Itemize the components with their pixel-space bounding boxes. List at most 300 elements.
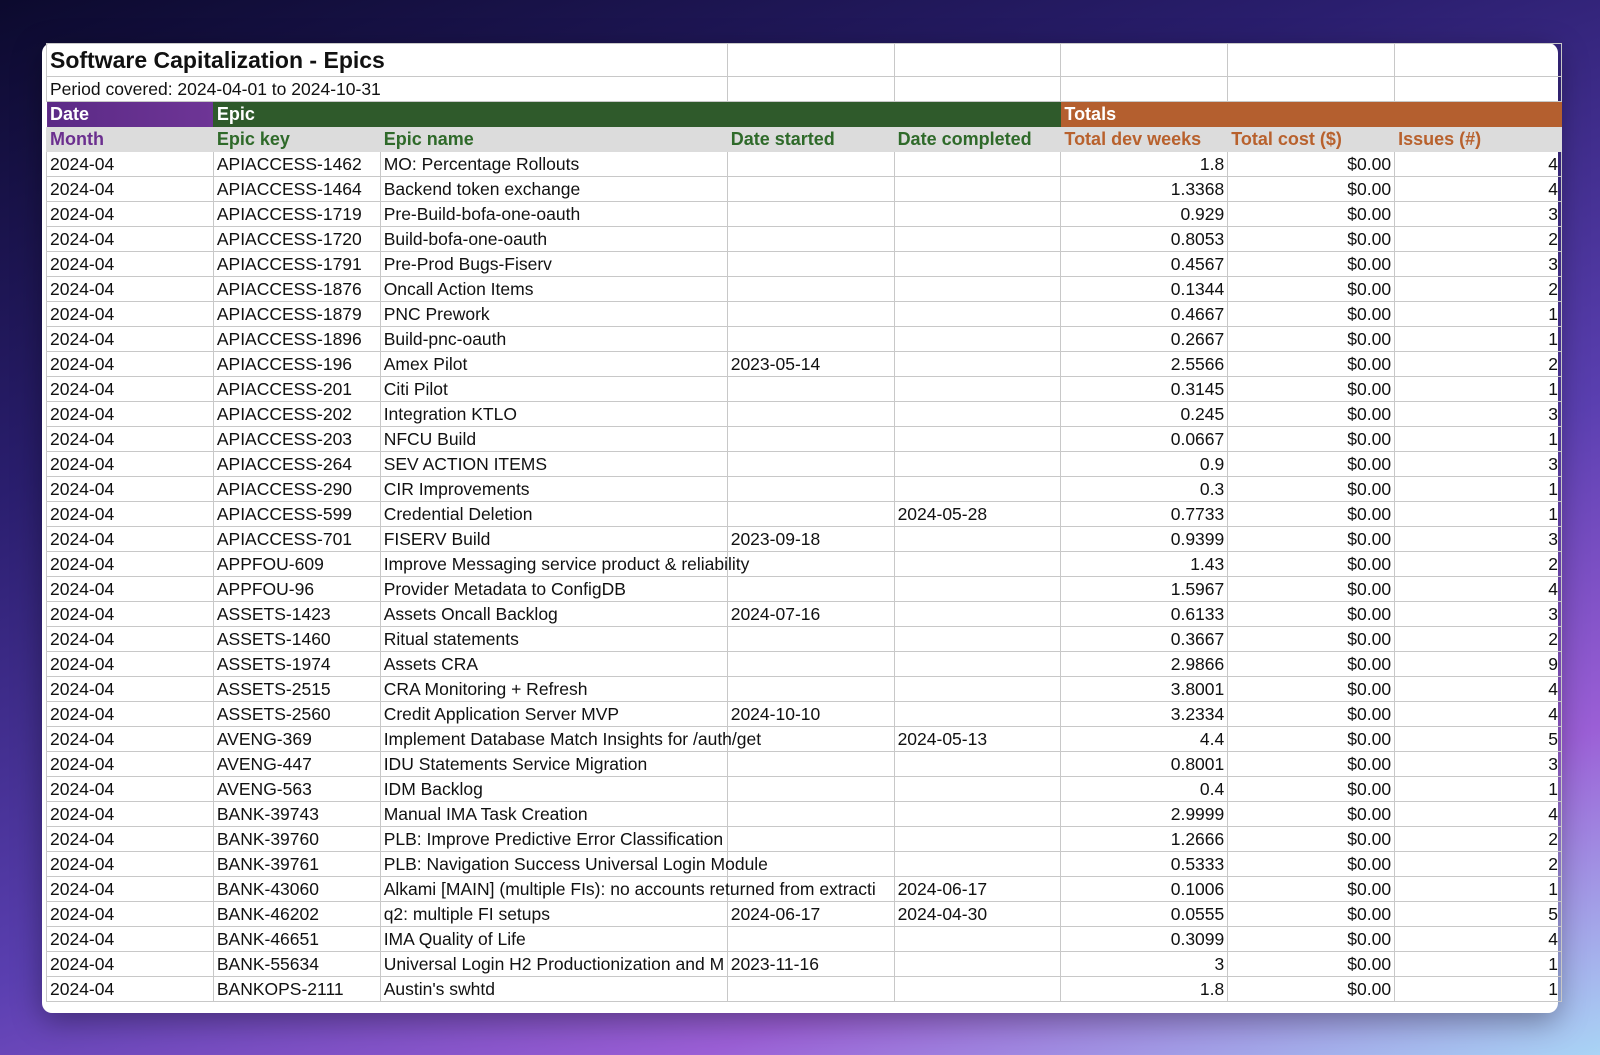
cell-issues[interactable]: 2 <box>1395 277 1562 302</box>
cell-date-started[interactable] <box>727 227 894 252</box>
cell-month[interactable]: 2024-04 <box>47 277 214 302</box>
cell-epic-key[interactable]: APIACCESS-701 <box>213 527 380 552</box>
cell-total-cost[interactable]: $0.00 <box>1228 827 1395 852</box>
cell-epic-key[interactable]: BANK-39743 <box>213 802 380 827</box>
cell-date-completed[interactable] <box>894 227 1061 252</box>
cell[interactable] <box>727 44 894 77</box>
cell-issues[interactable]: 5 <box>1395 902 1562 927</box>
header-epic-key[interactable]: Epic key <box>213 127 380 152</box>
cell-issues[interactable]: 1 <box>1395 777 1562 802</box>
cell-month[interactable]: 2024-04 <box>47 777 214 802</box>
cell-month[interactable]: 2024-04 <box>47 527 214 552</box>
cell-epic-name[interactable]: Austin's swhtd <box>380 977 727 1002</box>
cell-date-completed[interactable]: 2024-05-28 <box>894 502 1061 527</box>
cell-issues[interactable]: 1 <box>1395 302 1562 327</box>
cell-month[interactable]: 2024-04 <box>47 502 214 527</box>
header-epic-name[interactable]: Epic name <box>380 127 727 152</box>
cell-epic-name[interactable]: SEV ACTION ITEMS <box>380 452 727 477</box>
cell-date-started[interactable] <box>727 202 894 227</box>
cell-epic-name[interactable]: CIR Improvements <box>380 477 727 502</box>
cell-total-cost[interactable]: $0.00 <box>1228 577 1395 602</box>
cell-epic-name[interactable]: Ritual statements <box>380 627 727 652</box>
cell[interactable] <box>1228 44 1395 77</box>
cell-date-completed[interactable] <box>894 677 1061 702</box>
cell-issues[interactable]: 3 <box>1395 527 1562 552</box>
cell-total-dev-weeks[interactable]: 3.2334 <box>1061 702 1228 727</box>
cell-date-completed[interactable] <box>894 377 1061 402</box>
cell-epic-name[interactable]: Citi Pilot <box>380 377 727 402</box>
cell-month[interactable]: 2024-04 <box>47 827 214 852</box>
cell-issues[interactable]: 2 <box>1395 852 1562 877</box>
cell-issues[interactable]: 1 <box>1395 377 1562 402</box>
cell-month[interactable]: 2024-04 <box>47 702 214 727</box>
cell-date-completed[interactable] <box>894 402 1061 427</box>
cell-total-cost[interactable]: $0.00 <box>1228 752 1395 777</box>
cell-issues[interactable]: 1 <box>1395 327 1562 352</box>
cell-date-started[interactable]: 2024-10-10 <box>727 702 894 727</box>
cell-epic-name[interactable]: PLB: Navigation Success Universal Login Module <box>380 852 727 877</box>
cell-date-started[interactable] <box>727 377 894 402</box>
cell-epic-name[interactable]: Manual IMA Task Creation <box>380 802 727 827</box>
cell-epic-key[interactable]: APIACCESS-290 <box>213 477 380 502</box>
cell-date-completed[interactable] <box>894 852 1061 877</box>
cell-total-dev-weeks[interactable]: 0.8053 <box>1061 227 1228 252</box>
cell-date-completed[interactable] <box>894 827 1061 852</box>
table-row <box>47 627 1562 652</box>
cell-epic-name[interactable]: NFCU Build <box>380 427 727 452</box>
cell-epic-name[interactable]: Build-bofa-one-oauth <box>380 227 727 252</box>
cell-month[interactable]: 2024-04 <box>47 377 214 402</box>
header-issues[interactable]: Issues (#) <box>1395 127 1562 152</box>
cell-date-started[interactable]: 2023-09-18 <box>727 527 894 552</box>
cell-epic-name[interactable]: Provider Metadata to ConfigDB <box>380 577 727 602</box>
cell-epic-key[interactable]: APIACCESS-196 <box>213 352 380 377</box>
header-month[interactable]: Month <box>47 127 214 152</box>
section-date[interactable]: Date <box>47 102 214 127</box>
cell-issues[interactable]: 3 <box>1395 202 1562 227</box>
cell-date-started[interactable] <box>727 677 894 702</box>
cell-issues[interactable]: 2 <box>1395 827 1562 852</box>
cell-total-cost[interactable]: $0.00 <box>1228 502 1395 527</box>
cell-date-completed[interactable] <box>894 752 1061 777</box>
cell-epic-key[interactable]: APPFOU-96 <box>213 577 380 602</box>
cell-total-cost[interactable]: $0.00 <box>1228 427 1395 452</box>
cell-total-dev-weeks[interactable]: 2.9866 <box>1061 652 1228 677</box>
cell-epic-name[interactable]: Implement Database Match Insights for /auth/get <box>380 727 727 752</box>
cell-issues[interactable]: 5 <box>1395 727 1562 752</box>
cell-date-started[interactable]: 2023-11-16 <box>727 952 894 977</box>
cell[interactable] <box>894 77 1061 102</box>
cell-issues[interactable]: 4 <box>1395 677 1562 702</box>
cell-month[interactable]: 2024-04 <box>47 627 214 652</box>
cell-total-dev-weeks[interactable]: 1.5967 <box>1061 577 1228 602</box>
cell-month[interactable]: 2024-04 <box>47 802 214 827</box>
cell-epic-name[interactable]: Credential Deletion <box>380 502 727 527</box>
cell-total-dev-weeks[interactable]: 0.9 <box>1061 452 1228 477</box>
cell-total-dev-weeks[interactable]: 0.245 <box>1061 402 1228 427</box>
cell-month[interactable]: 2024-04 <box>47 452 214 477</box>
cell-total-cost[interactable]: $0.00 <box>1228 877 1395 902</box>
cell[interactable] <box>1228 77 1395 102</box>
cell-epic-name[interactable]: Build-pnc-oauth <box>380 327 727 352</box>
table-row <box>47 977 1562 1002</box>
cell[interactable] <box>1395 77 1562 102</box>
cell-date-started[interactable] <box>727 302 894 327</box>
cell-date-started[interactable] <box>727 827 894 852</box>
cell-epic-key[interactable]: BANK-39760 <box>213 827 380 852</box>
cell-issues[interactable]: 3 <box>1395 252 1562 277</box>
cell-epic-name[interactable]: Backend token exchange <box>380 177 727 202</box>
cell-total-cost[interactable]: $0.00 <box>1228 402 1395 427</box>
table-row <box>47 877 1562 902</box>
cell-date-started[interactable] <box>727 452 894 477</box>
cell-total-cost[interactable]: $0.00 <box>1228 152 1395 177</box>
cell-date-started[interactable]: 2024-07-16 <box>727 602 894 627</box>
cell-epic-name[interactable]: IDU Statements Service Migration <box>380 752 727 777</box>
cell-epic-name[interactable]: MO: Percentage Rollouts <box>380 152 727 177</box>
cell-date-started[interactable] <box>727 177 894 202</box>
cell-issues[interactable]: 1 <box>1395 977 1562 1002</box>
table-row <box>47 727 1562 752</box>
cell-total-dev-weeks[interactable]: 0.6133 <box>1061 602 1228 627</box>
cell-date-started[interactable] <box>727 977 894 1002</box>
cell-epic-name[interactable]: Credit Application Server MVP <box>380 702 727 727</box>
cell-date-completed[interactable] <box>894 602 1061 627</box>
cell-issues[interactable]: 3 <box>1395 452 1562 477</box>
header-date-started[interactable]: Date started <box>727 127 894 152</box>
cell-total-cost[interactable]: $0.00 <box>1228 777 1395 802</box>
cell-date-completed[interactable] <box>894 202 1061 227</box>
cell-total-cost[interactable]: $0.00 <box>1228 652 1395 677</box>
cell-issues[interactable]: 4 <box>1395 802 1562 827</box>
cell-epic-key[interactable]: BANK-39761 <box>213 852 380 877</box>
cell-total-dev-weeks[interactable]: 0.1006 <box>1061 877 1228 902</box>
cell-total-dev-weeks[interactable]: 2.9999 <box>1061 802 1228 827</box>
cell-epic-key[interactable]: APIACCESS-1879 <box>213 302 380 327</box>
cell-date-started[interactable] <box>727 277 894 302</box>
cell-date-started[interactable] <box>727 927 894 952</box>
cell-issues[interactable]: 4 <box>1395 577 1562 602</box>
cell-month[interactable]: 2024-04 <box>47 402 214 427</box>
cell-epic-key[interactable]: APIACCESS-1719 <box>213 202 380 227</box>
cell-date-started[interactable] <box>727 402 894 427</box>
cell-date-completed[interactable] <box>894 302 1061 327</box>
cell-epic-key[interactable]: BANK-46651 <box>213 927 380 952</box>
cell-total-dev-weeks[interactable]: 1.8 <box>1061 977 1228 1002</box>
cell-epic-name[interactable]: IDM Backlog <box>380 777 727 802</box>
cell-date-completed[interactable] <box>894 802 1061 827</box>
cell-total-dev-weeks[interactable]: 1.3368 <box>1061 177 1228 202</box>
cell-total-dev-weeks[interactable]: 0.3145 <box>1061 377 1228 402</box>
header-total-cost[interactable]: Total cost ($) <box>1228 127 1395 152</box>
cell-issues[interactable]: 3 <box>1395 602 1562 627</box>
cell-epic-key[interactable]: AVENG-563 <box>213 777 380 802</box>
cell-month[interactable]: 2024-04 <box>47 977 214 1002</box>
cell-total-dev-weeks[interactable]: 0.4 <box>1061 777 1228 802</box>
cell-month[interactable]: 2024-04 <box>47 902 214 927</box>
section-totals[interactable]: Totals <box>1061 102 1562 127</box>
cell-epic-key[interactable]: ASSETS-1974 <box>213 652 380 677</box>
cell-epic-key[interactable]: APIACCESS-1464 <box>213 177 380 202</box>
cell-total-cost[interactable]: $0.00 <box>1228 377 1395 402</box>
cell-total-cost[interactable]: $0.00 <box>1228 852 1395 877</box>
cell-date-started[interactable] <box>727 552 894 577</box>
cell-date-completed[interactable]: 2024-05-13 <box>894 727 1061 752</box>
table-row <box>47 602 1562 627</box>
table-row <box>47 577 1562 602</box>
cell[interactable] <box>727 77 894 102</box>
cell-total-cost[interactable]: $0.00 <box>1228 702 1395 727</box>
cell-epic-key[interactable]: APIACCESS-1896 <box>213 327 380 352</box>
cell-date-started[interactable] <box>727 752 894 777</box>
cell-epic-name[interactable]: Improve Messaging service product & reliability <box>380 552 727 577</box>
cell-issues[interactable]: 9 <box>1395 652 1562 677</box>
cell-epic-key[interactable]: APIACCESS-203 <box>213 427 380 452</box>
cell-month[interactable]: 2024-04 <box>47 352 214 377</box>
cell-total-cost[interactable]: $0.00 <box>1228 352 1395 377</box>
cell-total-cost[interactable]: $0.00 <box>1228 802 1395 827</box>
cell-issues[interactable]: 1 <box>1395 477 1562 502</box>
cell-total-cost[interactable]: $0.00 <box>1228 977 1395 1002</box>
cell-issues[interactable]: 3 <box>1395 752 1562 777</box>
cell[interactable] <box>1395 44 1562 77</box>
cell-epic-key[interactable]: ASSETS-1423 <box>213 602 380 627</box>
cell-issues[interactable]: 2 <box>1395 627 1562 652</box>
cell-total-dev-weeks[interactable]: 1.43 <box>1061 552 1228 577</box>
cell-epic-name[interactable]: Alkami [MAIN] (multiple FIs): no accounts returned from extracti <box>380 877 727 902</box>
cell-date-completed[interactable] <box>894 527 1061 552</box>
table-row <box>47 202 1562 227</box>
cell-epic-name[interactable]: CRA Monitoring + Refresh <box>380 677 727 702</box>
cell-issues[interactable]: 1 <box>1395 877 1562 902</box>
cell-month[interactable]: 2024-04 <box>47 477 214 502</box>
cell-total-cost[interactable]: $0.00 <box>1228 227 1395 252</box>
cell-month[interactable]: 2024-04 <box>47 877 214 902</box>
cell-total-cost[interactable]: $0.00 <box>1228 627 1395 652</box>
section-epic[interactable]: Epic <box>213 102 1061 127</box>
cell-epic-key[interactable]: ASSETS-2560 <box>213 702 380 727</box>
cell-total-dev-weeks[interactable]: 3.8001 <box>1061 677 1228 702</box>
cell-total-dev-weeks[interactable]: 0.5333 <box>1061 852 1228 877</box>
cell-total-dev-weeks[interactable]: 0.0555 <box>1061 902 1228 927</box>
cell-issues[interactable]: 2 <box>1395 552 1562 577</box>
cell-issues[interactable]: 2 <box>1395 352 1562 377</box>
cell-total-cost[interactable]: $0.00 <box>1228 677 1395 702</box>
cell-issues[interactable]: 1 <box>1395 427 1562 452</box>
cell-date-completed[interactable] <box>894 652 1061 677</box>
cell-total-dev-weeks[interactable]: 0.3667 <box>1061 627 1228 652</box>
cell-issues[interactable]: 2 <box>1395 227 1562 252</box>
cell-date-completed[interactable] <box>894 252 1061 277</box>
cell-total-dev-weeks[interactable]: 0.929 <box>1061 202 1228 227</box>
cell-month[interactable]: 2024-04 <box>47 927 214 952</box>
cell-total-cost[interactable]: $0.00 <box>1228 902 1395 927</box>
cell-date-completed[interactable] <box>894 152 1061 177</box>
cell-date-started[interactable] <box>727 627 894 652</box>
cell-epic-name[interactable]: Assets Oncall Backlog <box>380 602 727 627</box>
cell-total-cost[interactable]: $0.00 <box>1228 252 1395 277</box>
cell-epic-key[interactable]: APIACCESS-264 <box>213 452 380 477</box>
cell-issues[interactable]: 4 <box>1395 702 1562 727</box>
cell-date-completed[interactable]: 2024-06-17 <box>894 877 1061 902</box>
cell-month[interactable]: 2024-04 <box>47 152 214 177</box>
cell[interactable] <box>894 44 1061 77</box>
cell-date-completed[interactable] <box>894 777 1061 802</box>
cell-month[interactable]: 2024-04 <box>47 202 214 227</box>
cell-date-completed[interactable] <box>894 427 1061 452</box>
cell-month[interactable]: 2024-04 <box>47 727 214 752</box>
cell-month[interactable]: 2024-04 <box>47 577 214 602</box>
cell-month[interactable]: 2024-04 <box>47 227 214 252</box>
cell-date-started[interactable] <box>727 802 894 827</box>
cell-total-cost[interactable]: $0.00 <box>1228 952 1395 977</box>
cell-total-cost[interactable]: $0.00 <box>1228 277 1395 302</box>
cell-epic-key[interactable]: BANK-55634 <box>213 952 380 977</box>
cell-epic-name[interactable]: Integration KTLO <box>380 402 727 427</box>
cell-date-completed[interactable] <box>894 477 1061 502</box>
cell-epic-name[interactable]: q2: multiple FI setups <box>380 902 727 927</box>
cell-total-dev-weeks[interactable]: 4.4 <box>1061 727 1228 752</box>
cell-issues[interactable]: 1 <box>1395 952 1562 977</box>
cell-epic-name[interactable]: PLB: Improve Predictive Error Classification <box>380 827 727 852</box>
cell-total-cost[interactable]: $0.00 <box>1228 327 1395 352</box>
cell-date-completed[interactable]: 2024-04-30 <box>894 902 1061 927</box>
cell-total-dev-weeks[interactable]: 0.4667 <box>1061 302 1228 327</box>
cell-total-dev-weeks[interactable]: 0.0667 <box>1061 427 1228 452</box>
header-date-completed[interactable]: Date completed <box>894 127 1061 152</box>
cell-issues[interactable]: 1 <box>1395 502 1562 527</box>
cell-total-cost[interactable]: $0.00 <box>1228 927 1395 952</box>
cell-issues[interactable]: 3 <box>1395 402 1562 427</box>
cell-total-cost[interactable]: $0.00 <box>1228 552 1395 577</box>
cell-issues[interactable]: 4 <box>1395 152 1562 177</box>
cell-month[interactable]: 2024-04 <box>47 252 214 277</box>
cell-date-started[interactable] <box>727 327 894 352</box>
cell-date-completed[interactable] <box>894 177 1061 202</box>
cell-epic-key[interactable]: APPFOU-609 <box>213 552 380 577</box>
cell-epic-name[interactable]: Assets CRA <box>380 652 727 677</box>
cell-date-started[interactable] <box>727 777 894 802</box>
cell-date-completed[interactable] <box>894 927 1061 952</box>
cell-epic-name[interactable]: Pre-Prod Bugs-Fiserv <box>380 252 727 277</box>
cell-date-started[interactable]: 2024-06-17 <box>727 902 894 927</box>
cell-epic-key[interactable]: BANK-46202 <box>213 902 380 927</box>
cell-total-cost[interactable]: $0.00 <box>1228 302 1395 327</box>
cell-epic-name[interactable]: PNC Prework <box>380 302 727 327</box>
cell-total-dev-weeks[interactable]: 0.1344 <box>1061 277 1228 302</box>
cell-epic-key[interactable]: AVENG-447 <box>213 752 380 777</box>
cell-date-started[interactable] <box>727 427 894 452</box>
cell-total-cost[interactable]: $0.00 <box>1228 602 1395 627</box>
cell-date-started[interactable] <box>727 477 894 502</box>
cell-total-cost[interactable]: $0.00 <box>1228 177 1395 202</box>
cell-total-dev-weeks[interactable]: 1.8 <box>1061 152 1228 177</box>
cell-epic-key[interactable]: APIACCESS-1462 <box>213 152 380 177</box>
cell-total-cost[interactable]: $0.00 <box>1228 452 1395 477</box>
cell-total-dev-weeks[interactable]: 0.2667 <box>1061 327 1228 352</box>
cell-total-dev-weeks[interactable]: 0.4567 <box>1061 252 1228 277</box>
cell-total-cost[interactable]: $0.00 <box>1228 527 1395 552</box>
cell[interactable] <box>1061 77 1228 102</box>
cell-date-started[interactable] <box>727 577 894 602</box>
table-row <box>47 827 1562 852</box>
cell-date-completed[interactable] <box>894 452 1061 477</box>
cell-epic-key[interactable]: APIACCESS-1876 <box>213 277 380 302</box>
cell-total-dev-weeks[interactable]: 2.5566 <box>1061 352 1228 377</box>
cell-date-started[interactable]: 2023-05-14 <box>727 352 894 377</box>
cell-epic-key[interactable]: APIACCESS-1720 <box>213 227 380 252</box>
cell-date-completed[interactable] <box>894 977 1061 1002</box>
cell-date-started[interactable] <box>727 252 894 277</box>
cell-issues[interactable]: 4 <box>1395 927 1562 952</box>
cell-month[interactable]: 2024-04 <box>47 552 214 577</box>
cell-date-completed[interactable] <box>894 327 1061 352</box>
cell-epic-key[interactable]: APIACCESS-201 <box>213 377 380 402</box>
cell-epic-key[interactable]: ASSETS-1460 <box>213 627 380 652</box>
cell-issues[interactable]: 4 <box>1395 177 1562 202</box>
cell-epic-name[interactable]: Amex Pilot <box>380 352 727 377</box>
cell[interactable] <box>1061 44 1228 77</box>
period-covered[interactable]: Period covered: 2024-04-01 to 2024-10-31 <box>47 77 728 102</box>
cell-total-dev-weeks[interactable]: 0.7733 <box>1061 502 1228 527</box>
cell-total-dev-weeks[interactable]: 1.2666 <box>1061 827 1228 852</box>
header-total-dev-weeks[interactable]: Total dev weeks <box>1061 127 1228 152</box>
cell-total-cost[interactable]: $0.00 <box>1228 202 1395 227</box>
cell-total-dev-weeks[interactable]: 0.3099 <box>1061 927 1228 952</box>
cell-epic-name[interactable]: FISERV Build <box>380 527 727 552</box>
cell-epic-key[interactable]: BANKOPS-2111 <box>213 977 380 1002</box>
cell-date-completed[interactable] <box>894 627 1061 652</box>
cell-epic-key[interactable]: APIACCESS-202 <box>213 402 380 427</box>
cell-epic-key[interactable]: APIACCESS-1791 <box>213 252 380 277</box>
cell-epic-name[interactable]: Oncall Action Items <box>380 277 727 302</box>
cell-date-completed[interactable] <box>894 552 1061 577</box>
cell-total-cost[interactable]: $0.00 <box>1228 727 1395 752</box>
cell-month[interactable]: 2024-04 <box>47 427 214 452</box>
cell-date-completed[interactable] <box>894 577 1061 602</box>
cell-total-dev-weeks[interactable]: 0.3 <box>1061 477 1228 502</box>
cell-date-completed[interactable] <box>894 277 1061 302</box>
cell-month[interactable]: 2024-04 <box>47 302 214 327</box>
cell-epic-key[interactable]: APIACCESS-599 <box>213 502 380 527</box>
cell-total-dev-weeks[interactable]: 0.9399 <box>1061 527 1228 552</box>
cell-month[interactable]: 2024-04 <box>47 602 214 627</box>
cell-epic-key[interactable]: AVENG-369 <box>213 727 380 752</box>
sheet-title[interactable]: Software Capitalization - Epics <box>47 44 728 77</box>
cell-total-cost[interactable]: $0.00 <box>1228 477 1395 502</box>
cell-date-started[interactable] <box>727 152 894 177</box>
cell-epic-key[interactable]: ASSETS-2515 <box>213 677 380 702</box>
cell-date-completed[interactable] <box>894 702 1061 727</box>
cell-date-completed[interactable] <box>894 952 1061 977</box>
cell-epic-name[interactable]: IMA Quality of Life <box>380 927 727 952</box>
cell-date-started[interactable] <box>727 502 894 527</box>
cell-month[interactable]: 2024-04 <box>47 952 214 977</box>
cell-month[interactable]: 2024-04 <box>47 852 214 877</box>
cell-month[interactable]: 2024-04 <box>47 677 214 702</box>
cell-date-started[interactable] <box>727 652 894 677</box>
cell-month[interactable]: 2024-04 <box>47 752 214 777</box>
cell-total-dev-weeks[interactable]: 0.8001 <box>1061 752 1228 777</box>
cell-total-dev-weeks[interactable]: 3 <box>1061 952 1228 977</box>
cell-month[interactable]: 2024-04 <box>47 652 214 677</box>
cell-month[interactable]: 2024-04 <box>47 177 214 202</box>
cell-epic-name[interactable]: Universal Login H2 Productionization and M <box>380 952 727 977</box>
cell-date-completed[interactable] <box>894 352 1061 377</box>
cell-month[interactable]: 2024-04 <box>47 327 214 352</box>
cell-epic-name[interactable]: Pre-Build-bofa-one-oauth <box>380 202 727 227</box>
cell-epic-key[interactable]: BANK-43060 <box>213 877 380 902</box>
